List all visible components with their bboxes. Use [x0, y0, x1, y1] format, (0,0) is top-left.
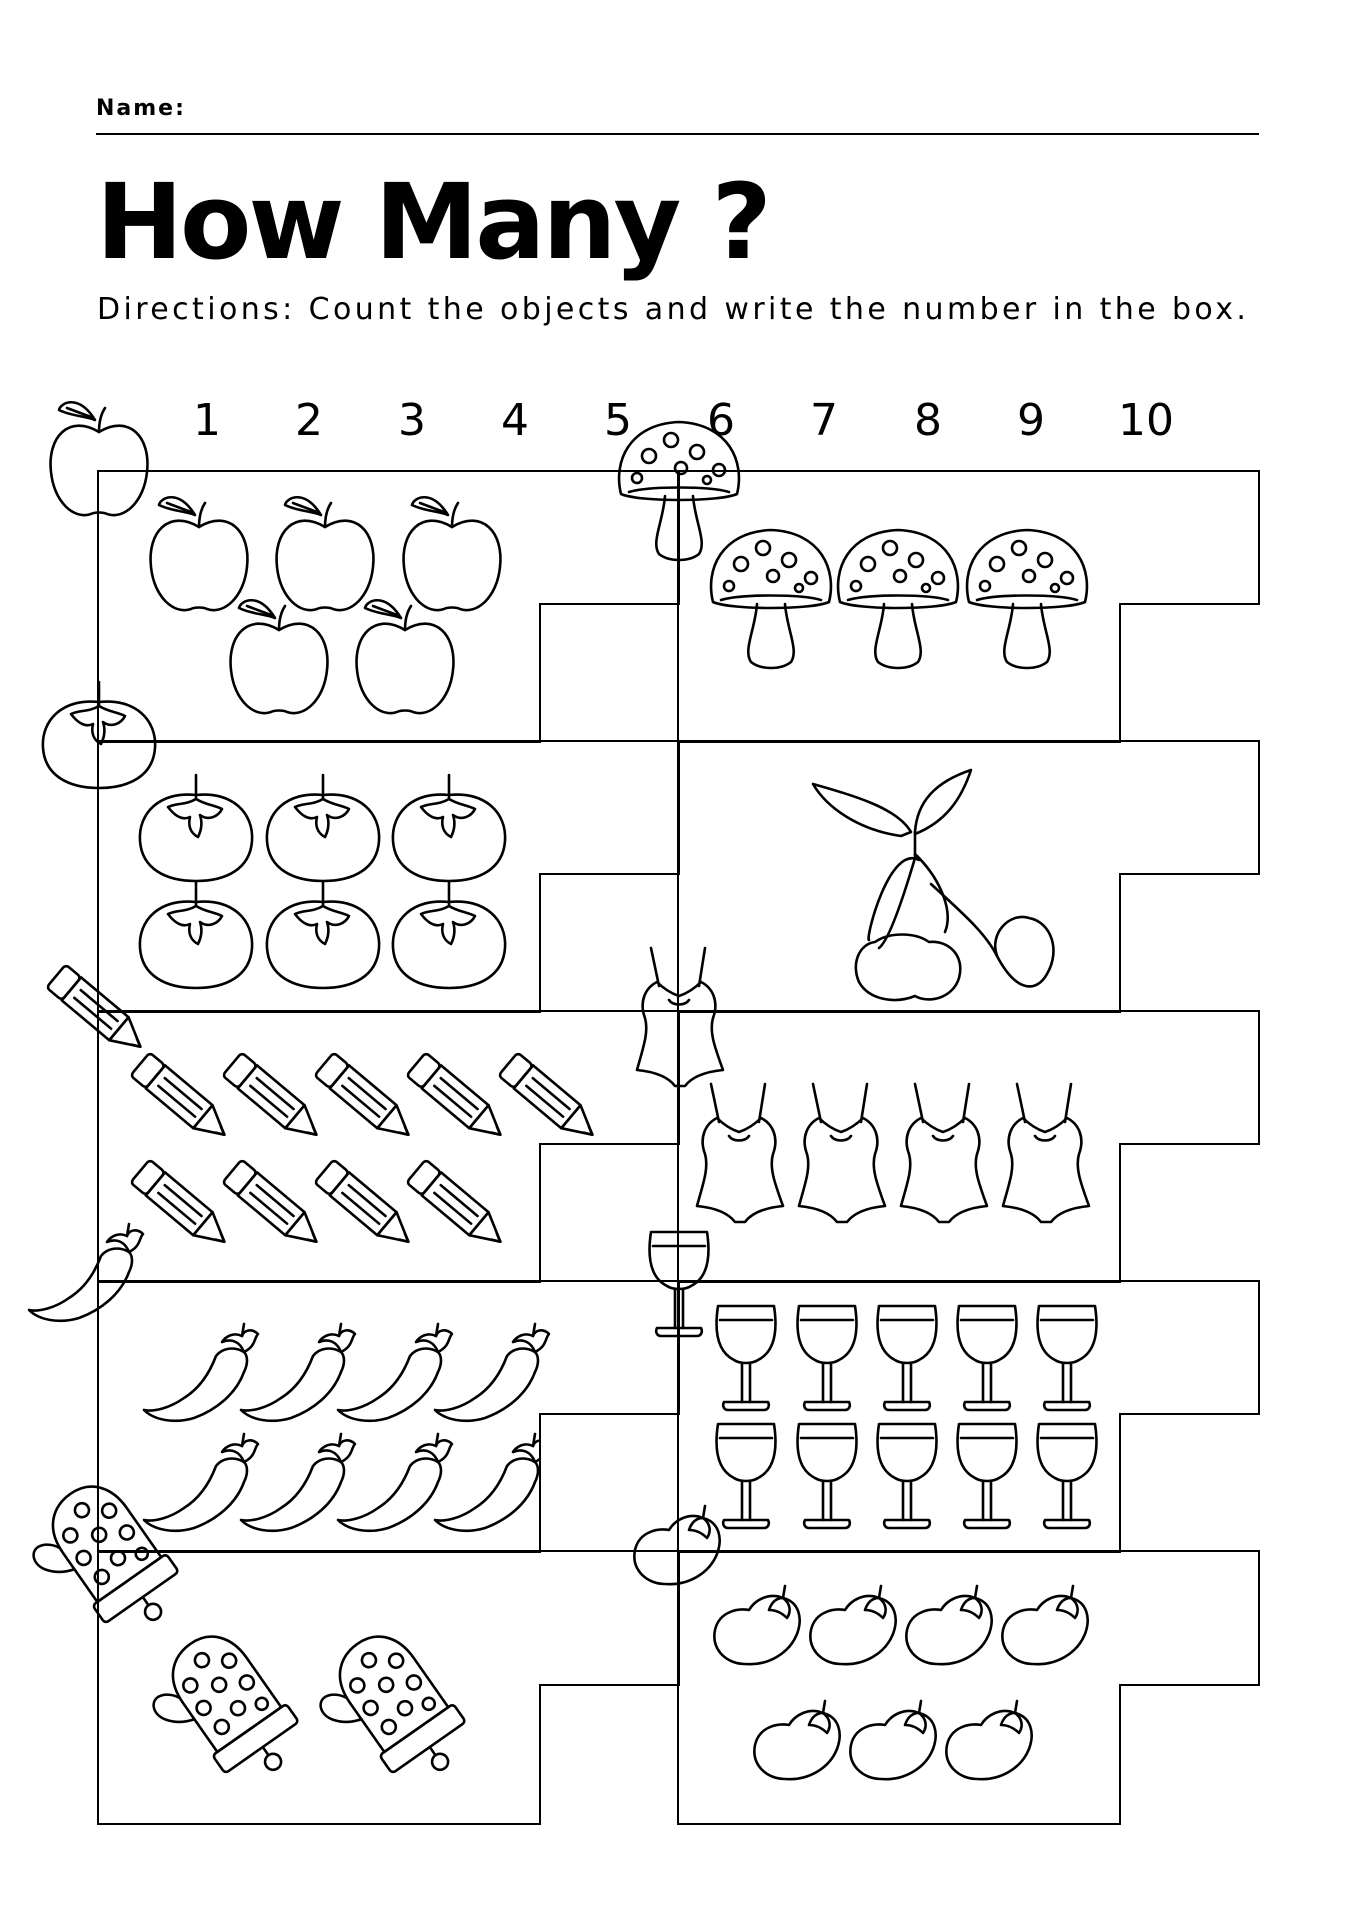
name-write-line[interactable] [96, 133, 1259, 135]
cell-tomatoes [97, 740, 680, 1013]
number-1: 1 [193, 395, 221, 446]
number-3: 3 [398, 395, 426, 446]
number-2: 2 [295, 395, 323, 446]
answer-box-mittens[interactable] [539, 1684, 680, 1825]
cell-apples [97, 470, 680, 743]
answer-box-tomatoes[interactable] [539, 873, 680, 1013]
cell-mushrooms [677, 470, 1260, 743]
answer-box-cherries[interactable] [1119, 873, 1260, 1013]
cell-pencils [97, 1010, 680, 1283]
cell-mittens [97, 1550, 680, 1825]
answer-box-peppers[interactable] [539, 1413, 680, 1553]
number-4: 4 [501, 395, 529, 446]
number-10: 10 [1118, 395, 1174, 446]
directions-text: Directions: Count the objects and write the number in the box. [97, 292, 1250, 327]
cell-wine-glasses [677, 1280, 1260, 1553]
answer-box-apples[interactable] [539, 603, 680, 743]
name-label: Name: [96, 96, 186, 121]
counting-grid [97, 470, 1260, 1825]
number-6: 6 [707, 395, 735, 446]
number-9: 9 [1017, 395, 1045, 446]
answer-box-wine-glasses[interactable] [1119, 1413, 1260, 1553]
number-7: 7 [810, 395, 838, 446]
answer-box-mushrooms[interactable] [1119, 603, 1260, 743]
answer-box-swimsuits[interactable] [1119, 1143, 1260, 1283]
number-8: 8 [914, 395, 942, 446]
answer-box-eggplants[interactable] [1119, 1684, 1260, 1825]
answer-box-pencils[interactable] [539, 1143, 680, 1283]
cell-eggplants [677, 1550, 1260, 1825]
cell-cherries [677, 740, 1260, 1013]
number-5: 5 [604, 395, 632, 446]
page-title: How Many ? [96, 161, 769, 283]
cell-swimsuits [677, 1010, 1260, 1283]
cell-peppers [97, 1280, 680, 1553]
